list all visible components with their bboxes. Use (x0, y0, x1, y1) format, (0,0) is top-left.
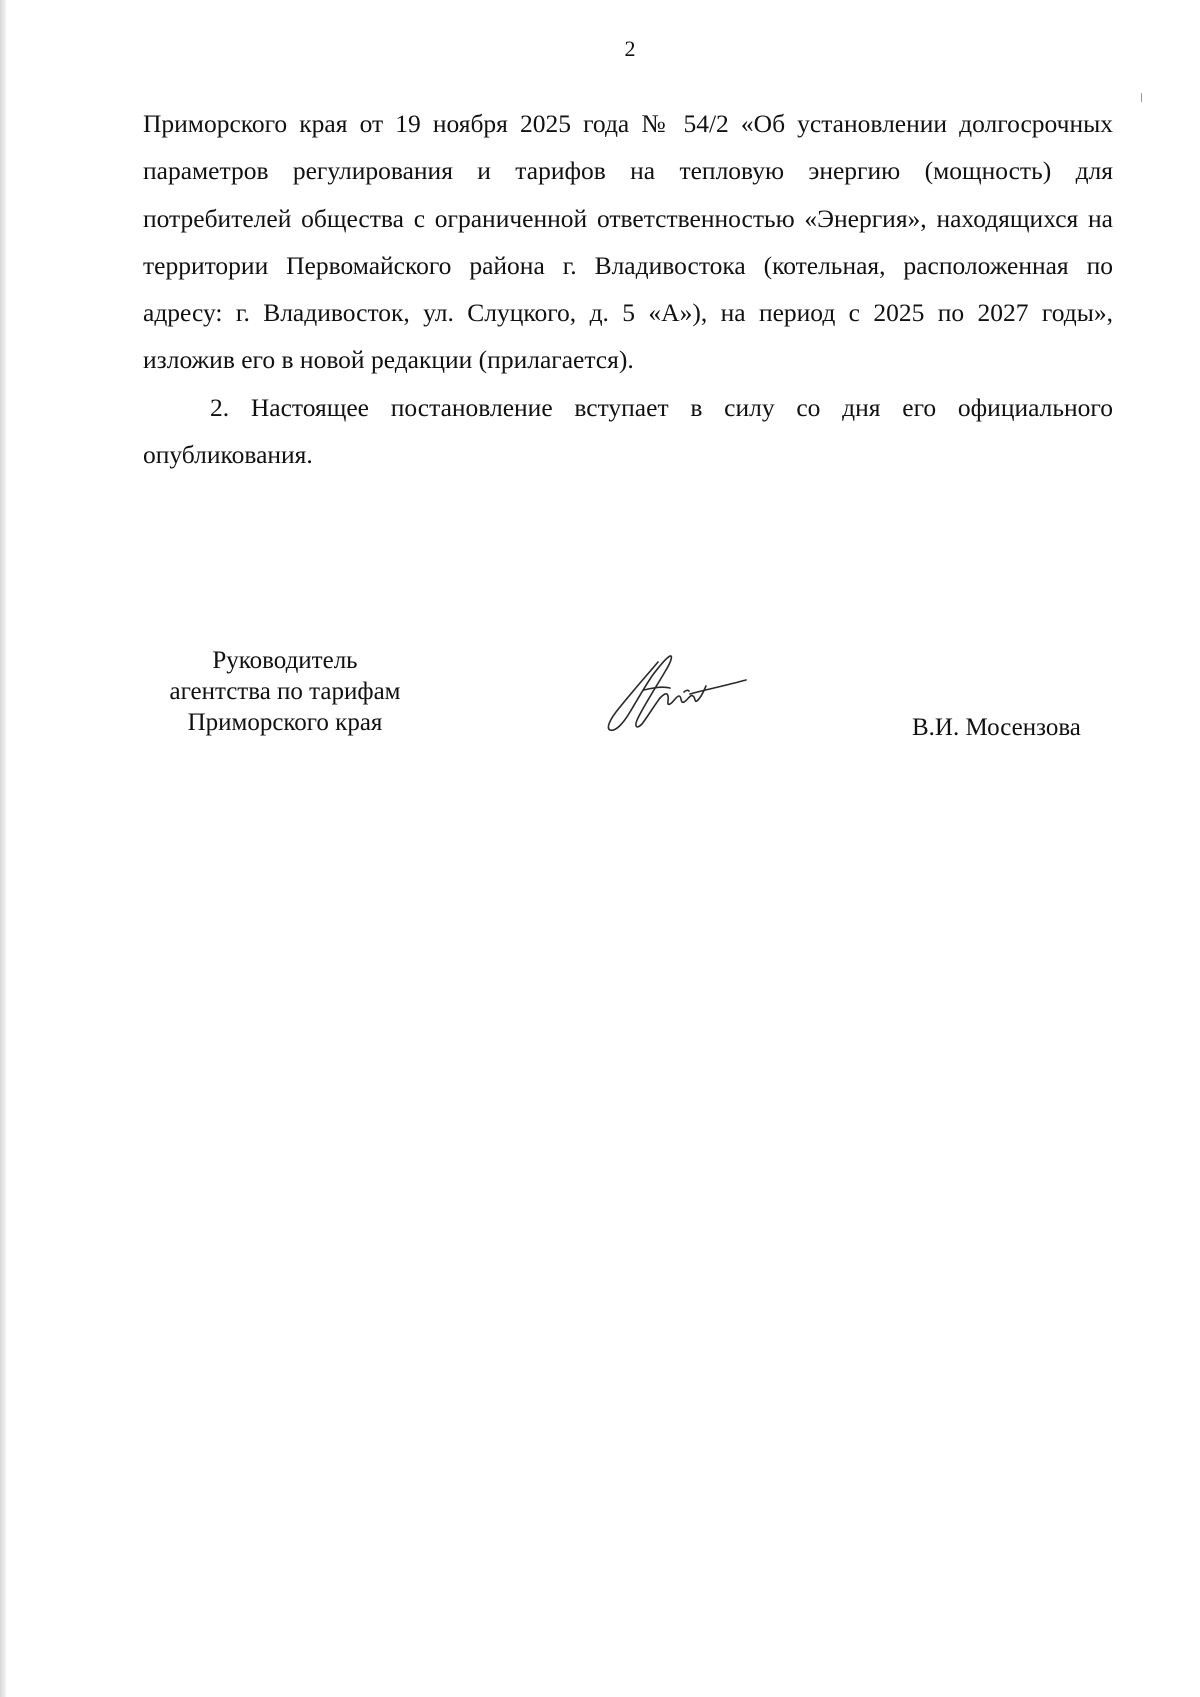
paragraph-continuation: Приморского края от 19 ноября 2025 года № 54/2 «Об установлении долгосрочных параметров регулирования и тарифов на тепловую энергию (мощность) для потребителей общества с ограниченной ответственностью «Энергия», находящихся на территории Первомайского района г. Владивостока (котельная, расположенная по адресу: г. Владивосток, ул. Слуцкого, д. 5 «А»), на период с 2025 по 2027 годы», изложив его в новой редакции (прилагается). (143, 109, 1113, 375)
position-line-2: агентства по тарифам (169, 678, 401, 705)
position-line-3: Приморского края (187, 709, 383, 736)
signatory-position (140, 645, 430, 738)
signer-name: В.И. Мосензова (912, 714, 1081, 741)
paragraph-2: 2. Настоящее постановление вступает в силу со дня его официального опубликования. (143, 392, 1113, 470)
handwritten-signature (600, 650, 750, 738)
page-number: 2 (624, 36, 636, 61)
document-body (143, 100, 1113, 478)
scan-artifact-mark (1141, 93, 1142, 102)
position-line-1: Руководитель (212, 647, 358, 674)
scan-edge-shadow (0, 0, 6, 1697)
